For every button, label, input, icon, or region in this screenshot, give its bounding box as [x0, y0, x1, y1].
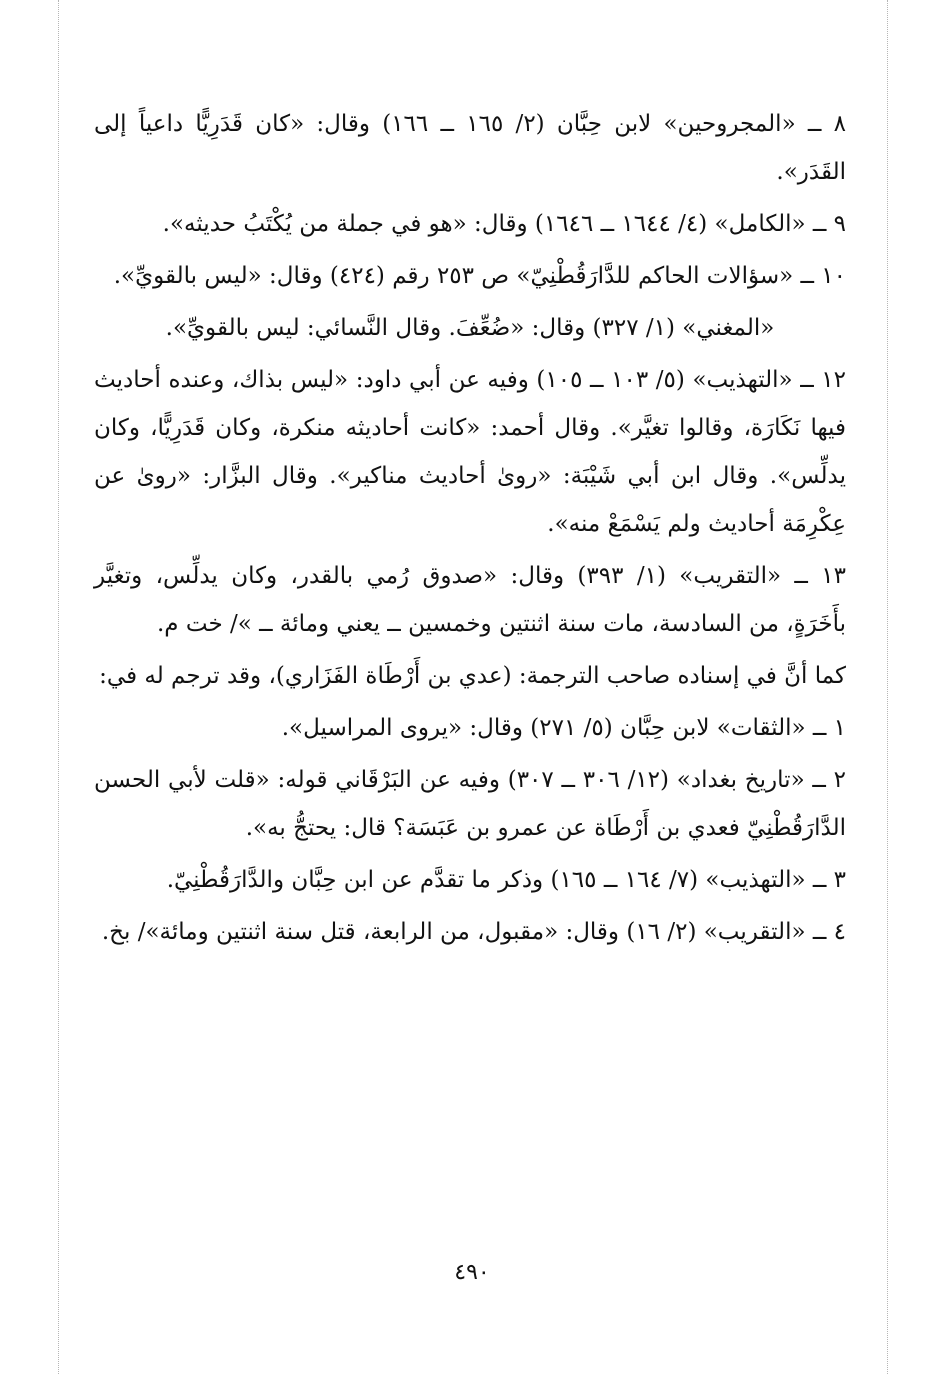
footnote-12: ١٢ ــ «التهذيب» (٥/ ١٠٣ ــ ١٠٥) وفيه عن أبي داود: «ليس بذاك، وعنده أحاديث فيها نَكَارَة، وقالوا تغيَّر». وقال أحمد: «كانت أحاديثه منكرة، وكان قَدَرِيًّا، وكان يدلِّس». وقال ابن أبي شَيْبَة: «روىٰ أحاديث مناكير». وقال البزَّار: «روىٰ عن عِكْرِمَة أحاديث ولم يَسْمَعْ منه». — [94, 367, 846, 537]
footnote-11: «المغني» (١/ ٣٢٧) وقال: «ضُعِّفَ. وقال النَّسائي: ليس بالقويِّ». — [165, 315, 775, 341]
right-margin-line — [887, 0, 888, 1374]
footnote-13: ١٣ ــ «التقريب» (١/ ٣٩٣) وقال: «صدوق رُمي بالقدر، وكان يدلِّس، وتغيَّر بأَخَرَةٍ، من السادسة، مات سنة اثنتين وخمسين ــ يعني ومائة ــ »/ خت م. — [94, 563, 846, 637]
intro-paragraph: كما أنَّ في إسناده صاحب الترجمة: (عدي بن أَرْطَاة الفَزَاري)، وقد ترجم له في: — [99, 663, 846, 689]
footnote-8: ٨ ــ «المجروحين» لابن حِبَّان (٢/ ١٦٥ ــ ١٦٦) وقال: «كان قَدَرِيًّا داعياً إلى القَدَر». — [94, 111, 846, 185]
reference-4: ٤ ــ «التقريب» (٢/ ١٦) وقال: «مقبول، من الرابعة، قتل سنة اثنتين ومائة»/ بخ. — [101, 919, 846, 945]
reference-1: ١ ــ «الثقات» لابن حِبَّان (٥/ ٢٧١) وقال: «يروى المراسيل». — [281, 715, 846, 741]
footnote-9: ٩ ــ «الكامل» (٤/ ١٦٤٤ ــ ١٦٤٦) وقال: «هو في جملة من يُكْتَبُ حديثه». — [162, 211, 846, 237]
reference-3: ٣ ــ «التهذيب» (٧/ ١٦٤ ــ ١٦٥) وذكر ما تقدَّم عن ابن حِبَّان والدَّارَقُطْنِيّ. — [166, 867, 846, 893]
reference-2: ٢ ــ «تاريخ بغداد» (١٢/ ٣٠٦ ــ ٣٠٧) وفيه عن البَرْقَاني قوله: «قلت لأبي الحسن الدَّارَقُطْنِيّ فعدي بن أَرْطَاة عن عمرو بن عَبَسَة؟ قال: يحتجُّ به». — [94, 767, 846, 841]
page-number: ٤٩٠ — [454, 1260, 490, 1285]
left-margin-line — [58, 0, 59, 1374]
footnote-10: ١٠ ــ «سؤالات الحاكم للدَّارَقُطْنِيّ» ص ٢٥٣ رقم (٤٢٤) وقال: «ليس بالقويِّ». — [113, 263, 846, 289]
footnotes-body — [94, 100, 846, 960]
